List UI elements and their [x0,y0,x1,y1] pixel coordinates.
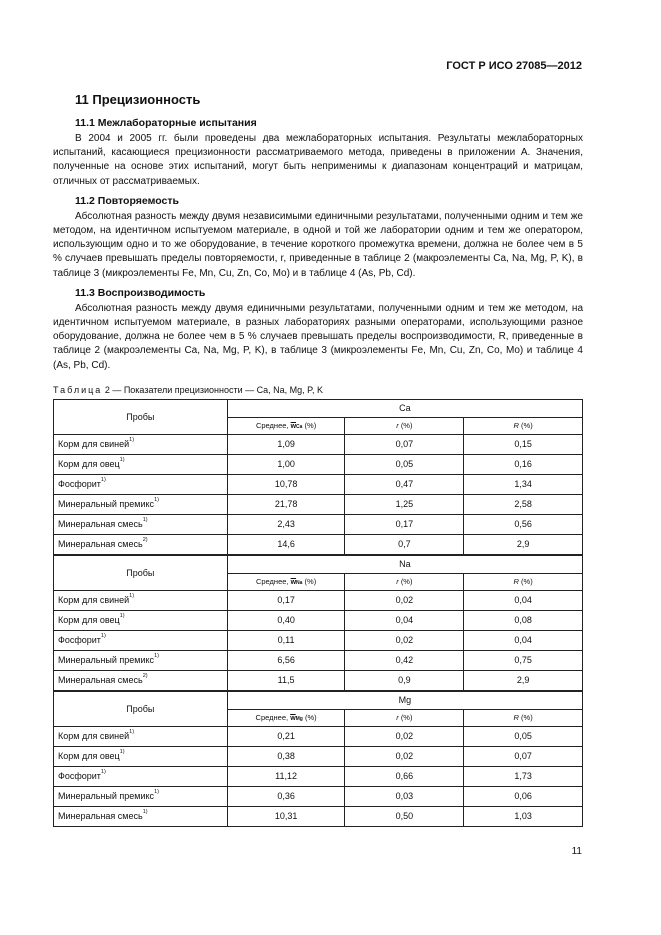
mass-fraction-symbol: $\overline{w}$ [290,715,296,723]
mass-fraction-subscript: Mg [295,716,303,723]
reproducibility-value: 1,73 [464,766,583,786]
footnote-marker: 2) [142,537,148,544]
mean-header [227,417,345,434]
mean-label: Среднее, [255,713,289,723]
sample-name: Корм для свиней [58,731,130,742]
precision-table [53,399,583,827]
sample-name-cell [54,590,228,610]
footnote-marker: 1) [154,789,159,796]
percent-unit: (%) [304,577,317,587]
repeatability-value: 0,07 [345,434,464,454]
probes-header: Пробы [54,691,228,727]
mean-value: 1,00 [227,454,345,474]
paragraph-reproducibility: Абсолютная разность между двумя единичными результатами, полученными одним и тем же методом, на идентичном испытуемом материале, в разных лабораториях разными операторами, использующими разное оборудование, должна не более чем в 5 % случаев превышать пределы воспроизводимости, R, приведенные в таблице 2 (макроэлементы Ca, Na, Mg, P, K), в таблице 3 (микроэлементы Fe, Mn, Cu, Zn, Co, Mo) и таблице 4 (As, Pb, Cd). [53,302,583,371]
sample-name: Корм для свиней [58,595,130,606]
percent-unit: (%) [400,577,413,587]
table-row [54,806,583,826]
group-header-row [54,399,583,417]
document-header: ГОСТ Р ИСО 27085—2012 [446,60,582,72]
mean-value: 14,6 [227,534,345,555]
table-row [54,670,583,691]
r-symbol: r [396,421,399,431]
mean-value: 6,56 [227,650,345,670]
sample-name: Минеральный премикс [58,499,155,510]
percent-unit: (%) [521,421,533,431]
table-row [54,610,583,630]
reproducibility-value: 0,07 [464,746,583,766]
percent-unit: (%) [304,421,317,431]
reproducibility-header [464,709,583,726]
percent-unit: (%) [400,421,413,431]
table-caption [53,385,583,395]
mean-value: 0,21 [227,726,345,746]
sample-name: Минеральный премикс [58,791,155,802]
r-symbol: r [396,713,399,723]
footnote-marker: 1) [154,497,159,504]
subsection-title-reproducibility: 11.3 Воспроизводимость [75,286,206,299]
table-row [54,726,583,746]
table-row [54,590,583,610]
footnote-marker: 1) [100,769,106,776]
sample-name-cell [54,806,228,826]
footnote-marker: 1) [100,633,106,640]
repeatability-header [345,709,464,726]
mean-value: 0,17 [227,590,345,610]
sample-name: Фосфорит [58,479,101,490]
footnote-marker: 1) [142,517,148,524]
footnote-marker: 1) [100,477,106,484]
mean-value: 0,36 [227,786,345,806]
mass-fraction-subscript: Ca [296,424,303,431]
sample-name-cell [54,514,228,534]
mean-value: 0,38 [227,746,345,766]
table-row [54,454,583,474]
table-row [54,494,583,514]
table-row [54,630,583,650]
subsection-title-repeatability: 11.2 Повторяемость [75,194,179,207]
repeatability-value: 0,50 [345,806,464,826]
mean-value: 1,09 [227,434,345,454]
sample-name: Минеральная смесь [58,675,143,686]
repeatability-value: 0,02 [345,590,464,610]
reproducibility-header [464,573,583,590]
sample-name-cell [54,610,228,630]
sample-name: Минеральный премикс [58,655,155,666]
element-header: Na [227,555,582,574]
sample-name: Корм для овец [58,751,120,762]
sample-name-cell [54,454,228,474]
sample-name: Корм для овец [58,615,120,626]
sample-name-cell [54,534,228,555]
footnote-marker: 1) [119,457,125,464]
mean-value: 21,78 [227,494,345,514]
repeatability-value: 0,02 [345,746,464,766]
mean-value: 11,5 [227,670,345,691]
repeatability-value: 0,04 [345,610,464,630]
footnote-marker: 1) [142,809,148,816]
table-row [54,766,583,786]
paragraph-interlab: В 2004 и 2005 гг. были проведены два межлабораторных испытания. Результаты межлабораторных испытаний, касающиеся прецизионности рассматриваемого метода, приведены в приложении А. Значения, полученные на основе этих испытаний, могут быть неприменимы к диапазонам концентраций и матрицам, отличных от рассматриваемых. [53,133,583,187]
percent-unit: (%) [521,713,533,723]
mass-fraction-subscript: Na [296,580,303,587]
table-caption-text: 2 — Показатели прецизионности — Ca, Na, Mg, P, K [104,384,323,395]
mean-header [227,573,345,590]
footnote-marker: 1) [129,437,135,444]
reproducibility-value: 0,04 [464,590,583,610]
R-symbol: R [513,421,519,431]
footnote-marker: 1) [119,749,125,756]
percent-unit: (%) [521,577,533,587]
element-header: Mg [227,691,582,710]
reproducibility-value: 2,58 [464,494,583,514]
element-header: Ca [227,399,582,417]
repeatability-value: 0,02 [345,726,464,746]
repeatability-value: 0,47 [345,474,464,494]
mean-value: 0,40 [227,610,345,630]
probes-header: Пробы [54,399,228,434]
R-symbol: R [513,713,519,723]
table-row [54,434,583,454]
sample-name: Минеральная смесь [58,519,143,530]
probes-header: Пробы [54,555,228,591]
table-row [54,474,583,494]
footnote-marker: 1) [129,593,135,600]
group-header-row [54,555,583,574]
reproducibility-header [464,417,583,434]
mean-label: Среднее, [255,577,289,587]
reproducibility-value: 0,05 [464,726,583,746]
sample-name-cell [54,746,228,766]
sample-name-cell [54,670,228,691]
mean-value: 10,78 [227,474,345,494]
mean-value: 2,43 [227,514,345,534]
repeatability-value: 0,03 [345,786,464,806]
sample-name-cell [54,434,228,454]
page-content [53,92,583,827]
mass-fraction-symbol: $\overline{w}$ [290,423,297,431]
percent-unit: (%) [400,713,413,723]
sample-name: Фосфорит [58,635,101,646]
page-number: 11 [571,846,582,857]
mean-value: 10,31 [227,806,345,826]
sample-name: Минеральная смесь [58,811,143,822]
precision-table-body [54,399,583,826]
mean-label: Среднее, [255,421,289,431]
table-row [54,746,583,766]
footnote-marker: 1) [119,613,125,620]
repeatability-header [345,573,464,590]
reproducibility-value: 2,9 [464,534,583,555]
percent-unit: (%) [304,713,317,723]
reproducibility-value: 0,06 [464,786,583,806]
sample-name: Корм для свиней [58,439,130,450]
table-caption-label: Таблица [53,384,103,395]
mean-value: 11,12 [227,766,345,786]
repeatability-value: 0,42 [345,650,464,670]
repeatability-value: 0,66 [345,766,464,786]
reproducibility-value: 0,08 [464,610,583,630]
section-title: 11 Прецизионность [75,92,201,107]
subsection-title-interlab: 11.1 Межлабораторные испытания [75,117,257,129]
table-row [54,650,583,670]
table-row [54,786,583,806]
mass-fraction-symbol: $\overline{w}$ [290,579,297,587]
sample-name-cell [54,766,228,786]
group-header-row [54,691,583,710]
repeatability-value: 0,17 [345,514,464,534]
reproducibility-value: 1,34 [464,474,583,494]
footnote-marker: 1) [129,729,135,736]
footnote-marker: 1) [154,653,159,660]
reproducibility-value: 2,9 [464,670,583,691]
repeatability-header [345,417,464,434]
repeatability-value: 0,05 [345,454,464,474]
reproducibility-value: 0,75 [464,650,583,670]
sample-name-cell [54,630,228,650]
sample-name-cell [54,494,228,514]
table-row [54,514,583,534]
sample-name-cell [54,726,228,746]
mean-value: 0,11 [227,630,345,650]
reproducibility-value: 0,56 [464,514,583,534]
sample-name-cell [54,474,228,494]
mean-header [227,709,345,726]
R-symbol: R [513,577,519,587]
sample-name: Минеральная смесь [58,539,143,550]
reproducibility-value: 0,15 [464,434,583,454]
footnote-marker: 2) [142,673,148,680]
sample-name: Фосфорит [58,771,101,782]
reproducibility-value: 0,16 [464,454,583,474]
r-symbol: r [396,577,399,587]
reproducibility-value: 0,04 [464,630,583,650]
repeatability-value: 0,7 [345,534,464,555]
reproducibility-value: 1,03 [464,806,583,826]
sample-name-cell [54,786,228,806]
sample-name-cell [54,650,228,670]
repeatability-value: 0,9 [345,670,464,691]
repeatability-value: 1,25 [345,494,464,514]
repeatability-value: 0,02 [345,630,464,650]
sample-name: Корм для овец [58,459,120,470]
paragraph-repeatability: Абсолютная разность между двумя независимыми единичными результатами, полученными одним и тем же методом, на идентичном испытуемом материале, в одной и той же лаборатории одним и тем же оператором, использующим одно и то же оборудование, в течение короткого промежутка времени, должна не более чем в 5 % случаев превышать пределы повторяемости, r, приведенные в таблице 2 (макроэлементы Ca, Na, Mg, P, K), в таблице 3 (микроэлементы Fe, Mn, Cu, Zn, Co, Mo) и в таблице 4 (As, Pb, Cd). [53,210,583,279]
table-row [54,534,583,555]
